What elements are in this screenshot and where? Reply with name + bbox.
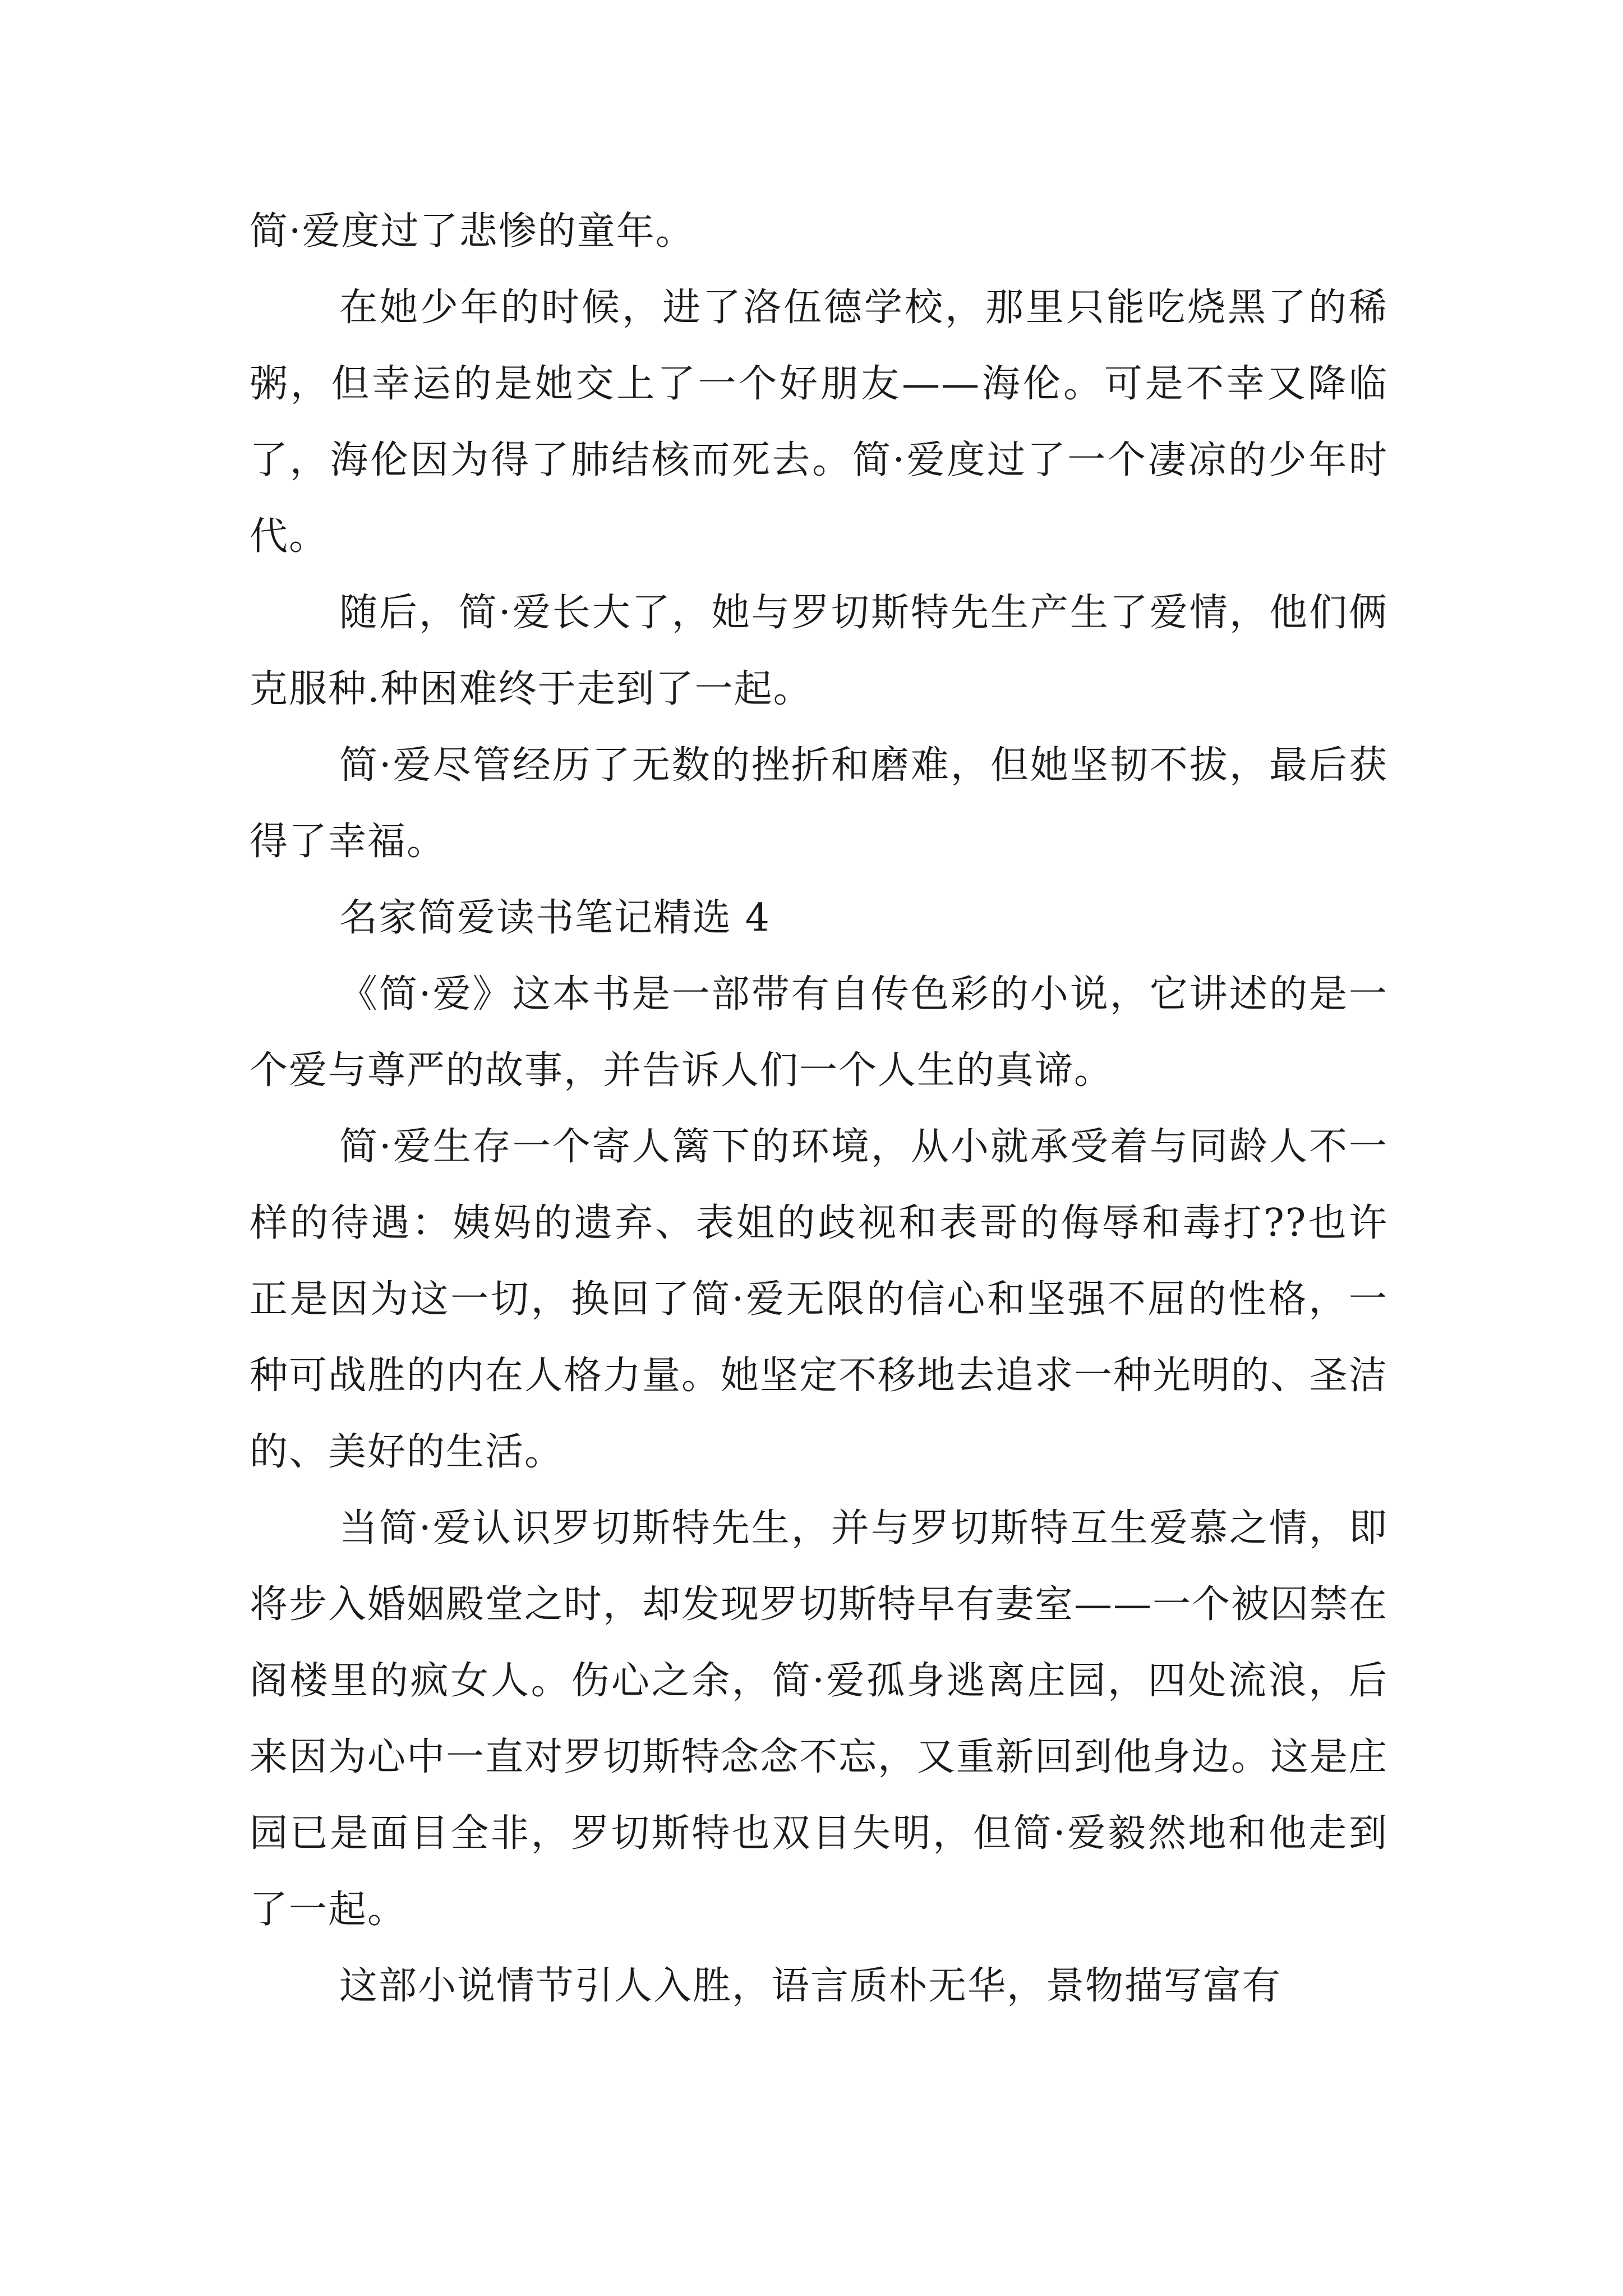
paragraph: 简·爱生存一个寄人篱下的环境，从小就承受着与同龄人不一样的待遇：姨妈的遗弃、表姐的歧视和表哥的侮辱和毒打??也许正是因为这一切，换回了简·爱无限的信心和坚强不屈的性格，一种可战胜的内在人格力量。她坚定不移地去追求一种光明的、圣洁的、美好的生活。 xyxy=(250,1125,1389,1474)
paragraph: 简·爱度过了悲惨的童年。 xyxy=(250,209,695,254)
paragraph: 这部小说情节引人入胜，语言质朴无华，景物描写富有 xyxy=(339,1964,1282,2008)
paragraph: 在她少年的时候，进了洛伍德学校，那里只能吃烧黑了的稀粥，但幸运的是她交上了一个好朋友——海伦。可是不幸又降临了，海伦因为得了肺结核而死去。简·爱度过了一个凄凉的少年时代。 xyxy=(250,286,1388,559)
paragraph: 简·爱尽管经历了无数的挫折和磨难，但她坚韧不拔，最后获得了幸福。 xyxy=(250,743,1388,864)
paragraph: 当简·爱认识罗切斯特先生，并与罗切斯特互生爱慕之情，即将步入婚姻殿堂之时，却发现罗切斯特早有妻室——一个被囚禁在阁楼里的疯女人。伤心之余，简·爱孤身逃离庄园，四处流浪，后来因为心中一直对罗切斯特念念不忘，又重新回到他身边。这是庄园已是面目全非，罗切斯特也双目失明，但简·爱毅然地和他走到了一起。 xyxy=(250,1506,1389,1932)
section-heading: 名家简爱读书笔记精选 4 xyxy=(339,896,771,940)
paragraph: 《简·爱》这本书是一部带有自传色彩的小说，它讲述的是一个爱与尊严的故事，并告诉人们一个人生的真谛。 xyxy=(250,972,1388,1093)
document-body xyxy=(250,194,1388,2024)
paragraph: 随后，简·爱长大了，她与罗切斯特先生产生了爱情，他们俩克服种.种困难终于走到了一起。 xyxy=(250,591,1388,711)
